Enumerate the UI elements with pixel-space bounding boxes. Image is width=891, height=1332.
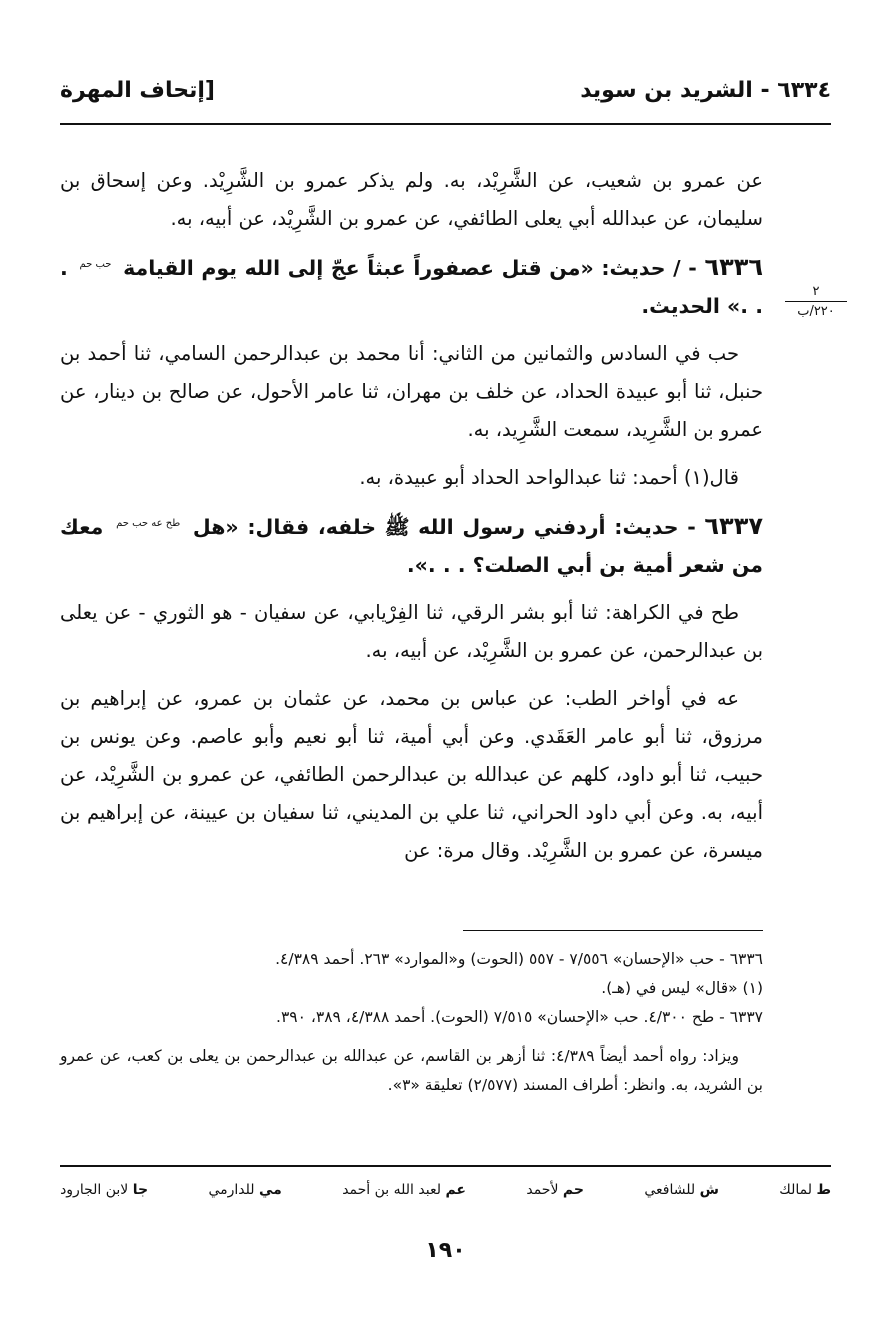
footnote-6337: ٦٣٣٧ - طح ٤/٣٠٠. حب «الإحسان» ٧/٥١٥ (الحوت). أحمد ٤/٣٨٨، ٣٨٩، ٣٩٠.	[276, 1008, 763, 1026]
source-sigla: حب حم	[79, 259, 112, 271]
legend-item: حم لأحمد	[526, 1182, 584, 1198]
legend-item: عم لعبد الله بن أحمد	[342, 1182, 466, 1198]
legend-item: جا لابن الجارود	[60, 1182, 149, 1198]
footnote-1: (١) «قال» ليس في (هـ).	[601, 979, 763, 997]
hadith-text: - حديث: أردفني رسول الله ﷺ خلفه، فقال: «هل	[192, 515, 696, 539]
hadith-6336	[60, 248, 763, 325]
legend-divider	[60, 1165, 831, 1167]
paragraph-isnad-hibban: حب في السادس والثمانين من الثاني: أنا محمد بن عبدالرحمن السامي، ثنا أحمد بن حنبل، ثنا أبو عبيدة الحداد، عن خلف بن مهران، ثنا عامر الأحول، عن صالح بن دينار، عن عمرو بن الشَّرِيد، سمعت الشَّرِيد، به.	[60, 342, 763, 441]
hadith-text: - / حديث: «من قتل عصفوراً عبثاً عجّ إلى الله يوم القيامة	[123, 256, 697, 280]
paragraph-isnad-tahawi: طح في الكراهة: ثنا أبو بشر الرقي، ثنا الفِرْيابي، عن سفيان - هو الثوري - عن يعلى بن عبدالرحمن، عن عمرو بن الشَّرِيْد، عن أبيه، به.	[60, 601, 763, 662]
margin-note-divider	[785, 301, 847, 302]
margin-note-ref: ٢٢٠/ب	[797, 304, 835, 319]
paragraph-qala-ahmad: قال(١) أحمد: ثنا عبدالواحد الحداد أبو عبيدة، به.	[359, 466, 739, 489]
source-sigla: طح عه حب حم	[116, 518, 181, 530]
footnote-addition: ويزاد: رواه أحمد أيضاً ٤/٣٨٩: ثنا أزهر بن القاسم، عن عبدالله بن عبدالرحمن بن يعلى بن كعب، عن عمرو بن الشريد، به. وانظر: أطراف المسند (٢/٥٧٧) تعليقة «٣».	[60, 1047, 763, 1094]
sigla-legend	[60, 1182, 831, 1198]
running-title: ٦٣٣٤ - الشريد بن سويد	[580, 78, 831, 103]
hadith-text-end: . . .» الحديث.	[60, 256, 763, 318]
hadith-text-end: معك من شعر أمية بن أبي الصلت؟ . . .».	[60, 515, 763, 577]
header-divider	[60, 123, 831, 125]
footnote-6336: ٦٣٣٦ - حب «الإحسان» ٧/٥٥٦ - ٥٥٧ (الحوت) و«الموارد» ٢٦٣. أحمد ٤/٣٨٩.	[275, 950, 763, 968]
margin-note-number: ٢	[812, 284, 820, 299]
page-header	[60, 70, 831, 120]
margin-note	[781, 284, 851, 319]
paragraph-isnad-awana: عه في أواخر الطب: عن عباس بن محمد، عن عثمان بن عمرو، عن إبراهيم بن مرزوق، ثنا أبو عامر العَقَدي. وعن أبي أمية، ثنا أبو نعيم وأبو عاصم. وعن يونس بن حبيب، ثنا أبو داود، كلهم عن عبدالله بن عبدالرحمن الطائفي، عن عمرو بن الشَّرِيْد، عن أبيه، به. وعن أبي داود الحراني، ثنا علي بن المديني، ثنا سفيان بن عيينة، عن إبراهيم بن ميسرة، عن عمرو بن الشَّرِيْد. وقال مرة: عن	[60, 687, 763, 862]
hadith-number: ٦٣٣٧	[704, 512, 763, 540]
footnote-divider	[463, 930, 763, 931]
legend-item: ط لمالك	[779, 1182, 831, 1198]
legend-item: مي للدارمي	[208, 1182, 282, 1198]
legend-item: ش للشافعي	[644, 1182, 719, 1198]
paragraph-continuation: عن عمرو بن شعيب، عن الشَّرِيْد، به. ولم يذكر عمرو بن الشَّرِيْد. وعن إسحاق بن سليمان، عن عبدالله أبي يعلى الطائفي، عن عمرو بن الشَّرِيْد، عن أبيه، به.	[60, 169, 763, 230]
book-title: [إتحاف المهرة	[60, 78, 215, 103]
footnotes	[60, 945, 763, 1100]
page-number: ١٩٠	[425, 1238, 466, 1263]
hadith-number: ٦٣٣٦	[704, 253, 764, 281]
hadith-6337	[60, 507, 763, 584]
main-text	[60, 162, 763, 880]
